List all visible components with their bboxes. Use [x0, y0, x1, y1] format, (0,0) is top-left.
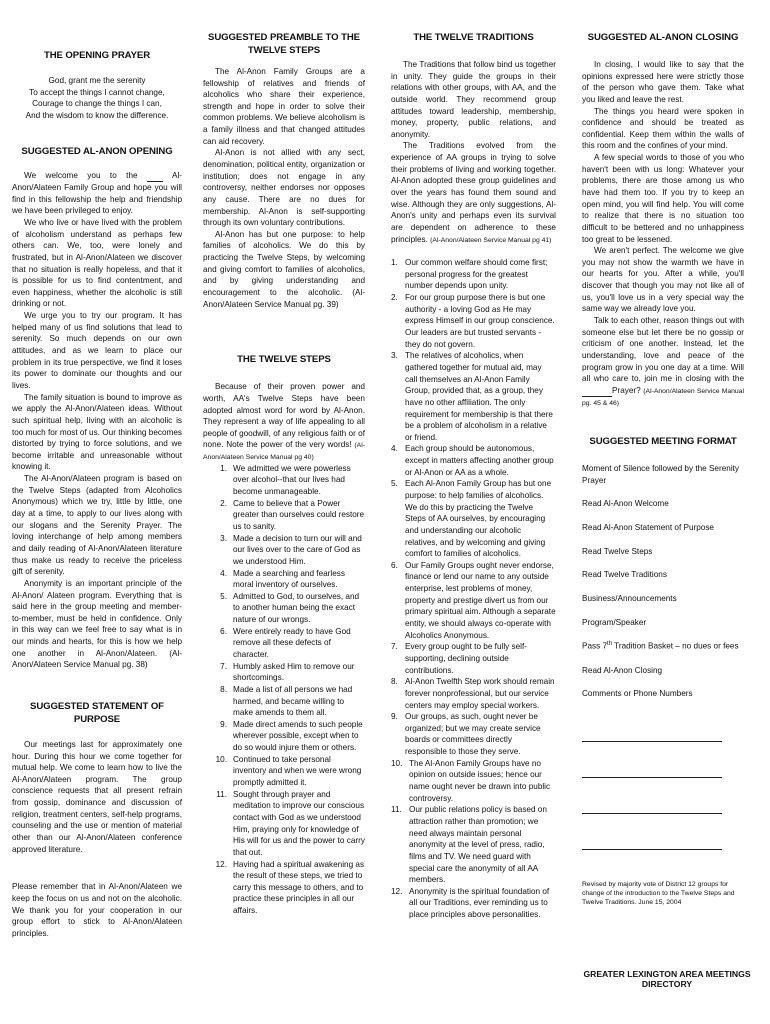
group-name-blank: [147, 173, 163, 182]
tradition-number: 11.: [391, 805, 402, 815]
revision-note: Revised by majority vote of District 12 groups for change of the introduction to the Twelve Steps and Twelve Traditions. June 15, 2004: [582, 880, 735, 907]
traditions-list: [391, 257, 556, 921]
step-number: 12.: [215, 859, 227, 869]
tradition-text: Our Family Groups ought never endorse, finance or lend our name to any outside enterprise, lest problems of money, property and prestige divert us from our primary spiritual aim. Although a separate entity, we should always co-operate with Alcoholics Anonymous.: [405, 560, 556, 640]
closing-paragraph: In closing, I would like to say that the opinions expressed here were strictly those of the person who gave them. Take what you liked and leave the rest.: [582, 59, 744, 104]
steps-intro: [203, 381, 365, 462]
tradition-text: Each group should be autonomous, except in matters affecting another group or Al-Anon or AA as a whole.: [405, 444, 554, 477]
step-number: 6.: [220, 626, 227, 636]
list-item: [203, 719, 365, 754]
tradition-number: 10.: [391, 758, 403, 768]
tradition-number: 5.: [391, 479, 398, 489]
opening-text: Al-Anon/Alateen Family Group and hope you will find in this fellowship the help and friendship we have been privileged to enjoy.: [12, 171, 183, 216]
list-item: [203, 533, 365, 568]
list-item: Read Al-Anon Statement of Purpose: [582, 523, 714, 533]
column-4: [582, 32, 744, 907]
list-item: [203, 498, 365, 533]
list-item: [203, 661, 365, 684]
opening-prayer-title: THE OPENING PRAYER: [43, 50, 151, 61]
opening-paragraph: Anonymity is an important principle of the Al-Anon/ Alateen program. Everything that is said here in the group meeting and member-to-member, must be held in confidence. Only in this way can we feel free to say what is in our minds and hearts, for this is how we help one another in Al-Anon/Alateen. (Al-Anon/Alateen Service Manual pg. 38): [12, 578, 182, 670]
list-item: [582, 640, 744, 652]
steps-intro-text: Because of their proven power and worth, AA's Twelve Steps have been adopted almost word for word by Al-Anon. They represent a way of life appealing to all people of goodwill, of any religious faith or of none. Note the power of the very words!: [203, 382, 365, 450]
step-text: Made direct amends to such people wherever possible, except when to do so would injure them or others.: [233, 719, 363, 753]
steps-list: [203, 463, 365, 917]
list-item: [391, 292, 556, 350]
step-text: Continued to take personal inventory and when we were wrong promptly admitted it.: [233, 754, 362, 788]
step-text: Made a searching and fearless moral inventory of ourselves.: [233, 568, 345, 590]
list-item: Read Twelve Traditions: [582, 570, 667, 580]
prayer-blank: [582, 388, 612, 397]
list-item: [391, 478, 556, 559]
opening-text: We welcome you to the: [24, 171, 138, 181]
opening-paragraph: We urge you to try our program. It has helped many of us find solutions that lead to serenity. So much depends on our own attitudes, and as we learn to place our problem in its true perspective, we find it loses its power to dominate our thoughts and our lives.: [12, 311, 182, 390]
steps-intro-cite: (Al-Anon/Alateen Service Manual pg 40): [203, 442, 365, 462]
prayer-line: And the wisdom to know the difference.: [25, 110, 169, 120]
step-text: Sought through prayer and meditation to improve our conscious contact with God as we understood Him, praying only for knowledge of His will for us and the power to carry that out.: [233, 789, 365, 857]
traditions-paragraph: The Traditions that follow bind us together in unity. They guide the groups in their relations with other groups, with AA, and the outside world. They recommend group attitudes toward leadership, membership, money, property, public relations, and anonymity.: [391, 59, 556, 139]
preamble-paragraph: The Al-Anon Family Groups are a fellowship of relatives and friends of alcoholics who share their experience, strength and hope in order to solve their common problems. We believe alcoholism is a family illness and that changed attitudes can aid recovery.: [203, 66, 365, 146]
tradition-number: 2.: [391, 293, 398, 303]
step-number: 9.: [220, 719, 227, 729]
list-item: Read Twelve Steps: [582, 546, 653, 556]
list-item: Business/Announcements: [582, 593, 677, 603]
phone-number-line: [582, 812, 722, 814]
steps-title: THE TWELVE STEPS: [237, 354, 331, 366]
step-text: We admitted we were powerless over alcohol--that our lives had become unmanageable.: [233, 463, 351, 497]
list-item: [391, 641, 556, 676]
opening-paragraph: The family situation is bound to improve as we apply the Al-Anon/Alateen ideas. Without such spiritual help, living with an alcoholic is too much for most of us. Our thinking becomes distorted by trying to force solutions, and we become irritable and unreasonable without knowing it.: [12, 392, 182, 472]
closing-paragraph: We aren't perfect. The welcome we give you may not show the warmth we have in our hearts for you. After a while, you'll discover that though you may not like all of us, you'll love us in a very special way the same way we already love you.: [582, 246, 744, 314]
traditions-cite: (Al-Anon/Alateen Service Manual pg 41): [430, 236, 552, 244]
list-item: [203, 789, 365, 859]
prayer-line: To accept the things I cannot change,: [29, 87, 165, 97]
step-number: 5.: [220, 591, 227, 601]
phone-number-line: [582, 848, 722, 850]
opening-paragraph: [12, 170, 182, 217]
preamble-paragraph: Al-Anon has but one purpose: to help families of alcoholics. We do this by practicing the Twelve Steps, by welcoming and giving comfort to families of alcoholics, and by giving understanding and encouragement to the alcoholic. (Al-Anon/Alateen Service Manual pg. 39): [203, 229, 365, 309]
opening-paragraph: We who live or have lived with the problem of alcoholism understand as perhaps few others can. We, too, were lonely and frustrated, but in Al-Anon/Alateen we discover that no situation is really hopeless, and that it is possible for us to find contentment, and even happiness, whether the alcoholic is still drinking or not.: [12, 218, 182, 309]
serenity-prayer: [12, 75, 182, 122]
column-1: [12, 32, 182, 939]
purpose-title: SUGGESTED STATEMENT OF PURPOSE: [30, 700, 164, 725]
list-item: [203, 591, 365, 626]
list-item: [203, 626, 365, 661]
step-number: 1.: [220, 463, 227, 473]
list-item: [203, 463, 365, 498]
purpose-paragraph: Our meetings last for approximately one hour. During this hour we come together for mutual help. We come to learn how to live the Al-Anon/Alateen program. The group conscience requests that all present refrain from gossip, dominance and discussion of religion, treatment centers, self-help programs, counseling and the use or mention of material other than our Al-Anon/Alateen conference approved literature.: [12, 739, 182, 854]
step-text: Admitted to God, to ourselves, and to another human being the exact nature of our wrongs.: [233, 591, 360, 625]
preamble-paragraph: Al-Anon is not allied with any sect, denomination, political entity, organization or institution; does not engage in any controversy, neither endorses nor opposes any cause. There are no dues for membership. Al-Anon is self-supporting through its own voluntary contributions.: [203, 148, 365, 228]
tradition-number: 3.: [391, 351, 398, 361]
meeting-format-list: [582, 463, 744, 700]
step-text: Were entirely ready to have God remove all these defects of character.: [233, 626, 351, 659]
step-number: 7.: [220, 661, 227, 671]
step-number: 11.: [216, 789, 227, 799]
tradition-text: For our group purpose there is but one authority - a loving God as He may express Himself in our group conscience. Our leaders are but trusted servants - they do not govern.: [405, 293, 555, 349]
footer-title: GREATER LEXINGTON AREA MEETINGS DIRECTORY: [583, 969, 751, 989]
closing-text: Talk to each other, reason things out with someone else but let there be no gossip or criticism of one another. Instead, let the understanding, love and peace of the program grow in you one day at a time. Will all who care to, join me in closing with the: [582, 316, 744, 384]
tradition-text: The Al-Anon Family Groups have no opinion on outside issues; hence our name ought never be drawn into public controversy.: [409, 758, 551, 803]
step-text: Made a list of all persons we had harmed, and became willing to make amends to them all.: [233, 684, 353, 718]
pass-superscript: th: [607, 641, 613, 648]
tradition-number: 12.: [391, 886, 403, 896]
tradition-text: Our public relations policy is based on attraction rather than promotion; we need always maintain personal anonymity at the level of press, radio, films and TV. We need guard with special care the anonymity of all AA members.: [409, 805, 547, 885]
opening-title: SUGGESTED AL-ANON OPENING: [21, 145, 173, 157]
step-number: 10.: [215, 754, 227, 764]
pass-text: Pass 7: [582, 641, 608, 651]
tradition-text: Every group ought to be fully self-supporting, declining outside contributions.: [405, 642, 527, 675]
step-text: Made a decision to turn our will and our lives over to the care of God as we understood Him.: [233, 533, 362, 566]
meeting-format-title: SUGGESTED MEETING FORMAT: [589, 436, 737, 448]
list-item: [391, 886, 556, 921]
list-item: [203, 754, 365, 789]
list-item: Moment of Silence followed by the Serenity Prayer: [582, 464, 740, 485]
list-item: [203, 568, 365, 591]
traditions-text: The Traditions evolved from the experience of AA groups in trying to solve their problems of living and working together. Al-Anon adopted these group guidelines and over the years has found them sound and wise. Although they are only suggestions, Al-Anon's unity and perhaps even its survival are dependent on adherence to these principles.: [391, 141, 556, 244]
traditions-paragraph: [391, 140, 556, 245]
tradition-number: 9.: [391, 712, 398, 722]
tradition-number: 7.: [391, 642, 398, 652]
list-item: Comments or Phone Numbers: [582, 689, 693, 699]
list-item: [391, 257, 556, 292]
closing-paragraph: [582, 315, 744, 408]
prayer-line: God, grant me the serenity: [48, 75, 146, 85]
step-number: 4.: [220, 568, 227, 578]
tradition-text: Al-Anon Twelfth Step work should remain forever nonprofessional, but our service centers may employ special workers.: [405, 677, 555, 710]
closing-paragraph: The things you heard were spoken in confidence and should be treated as confidential. Keep them within the walls of this room and the confines of your mind.: [582, 106, 744, 151]
tradition-text: The relatives of alcoholics, when gathered together for mutual aid, may call themselves an Al-Anon Family Group, provided that, as a group, they have no other affiliation. The only requirement for membership is that there be a problem of alcoholism in a relative or friend.: [405, 351, 553, 442]
phone-number-line: [582, 776, 722, 778]
closing-paragraph: A few special words to those of you who haven't been with us long: Whatever your problems, there are those among us who have had them too. If you try to keep an open mind, you will find help. You will come to realize that there is no situation too difficult to be bettered and no unhappiness too great to be lessened.: [582, 153, 744, 244]
tradition-number: 6.: [391, 560, 398, 570]
list-item: [391, 350, 556, 443]
list-item: Read Al-Anon Welcome: [582, 499, 669, 509]
opening-paragraph: The Al-Anon/Alateen program is based on the Twelve Steps (adapted from Alcoholics Anonymous) which we try, little by little, one day at a time, to apply to our lives along with our slogans and the Serenity Prayer. The loving interchange of help among members and daily reading of Al-Anon/Alateen literature thus make us ready to receive the priceless gift of serenity.: [12, 474, 182, 577]
tradition-number: 8.: [391, 677, 398, 687]
traditions-title: THE TWELVE TRADITIONS: [413, 32, 534, 43]
prayer-line: Courage to change the things I can,: [32, 99, 162, 109]
tradition-text: Each Al-Anon Family Group has but one purpose: to help families of alcoholics. We do this by practicing the Twelve Steps of AA ourselves, by encouraging and understanding our alcoholic relatives, and by welcoming and giving comfort to families of alcoholics.: [405, 479, 552, 559]
step-text: Humbly asked Him to remove our shortcomings.: [233, 661, 355, 683]
tradition-text: Our groups, as such, ought never be organized; but we may create service boards or committees directly responsible to those they serve.: [405, 712, 541, 757]
column-3: [391, 32, 556, 921]
list-item: [391, 804, 556, 885]
column-2: [203, 32, 365, 917]
preamble-title: SUGGESTED PREAMBLE TO THE TWELVE STEPS: [208, 32, 360, 56]
step-number: 8.: [220, 684, 227, 694]
step-text: Came to believe that a Power greater than ourselves could restore us to sanity.: [233, 498, 365, 531]
list-item: [391, 758, 556, 805]
purpose-paragraph: Please remember that in Al-Anon/Alateen we keep the focus on us and not on the alcoholic. We thank you for your cooperation in our group effort to stick to Al-Anon/Alateen principles.: [12, 882, 182, 938]
tradition-text: Our common welfare should come first; personal progress for the greatest number depends upon unity.: [405, 258, 548, 291]
closing-prayer-word: Prayer?: [612, 385, 641, 395]
step-text: Having had a spiritual awakening as the result of these steps, we tried to carry this message to others, and to practice these principles in all our affairs.: [233, 859, 365, 916]
phone-number-line: [582, 740, 722, 742]
list-item: [203, 859, 365, 917]
list-item: [391, 560, 556, 641]
step-number: 3.: [220, 533, 227, 543]
tradition-number: 1.: [391, 258, 398, 268]
closing-cite: (Al-Anon/Alateen Service Manual pg. 45 & 46): [582, 387, 744, 407]
list-item: [391, 711, 556, 758]
tradition-number: 4.: [391, 444, 398, 454]
list-item: Read Al-Anon Closing: [582, 665, 663, 675]
step-number: 2.: [220, 498, 227, 508]
list-item: [203, 684, 365, 719]
tradition-text: Anonymity is the spiritual foundation of all our Traditions, ever reminding us to place principles above personalities.: [409, 886, 550, 920]
list-item: [391, 443, 556, 478]
list-item: Program/Speaker: [582, 617, 647, 627]
pass-text: Tradition Basket – no dues or fees: [612, 641, 739, 651]
closing-title: SUGGESTED AL-ANON CLOSING: [587, 32, 739, 43]
list-item: [391, 676, 556, 711]
